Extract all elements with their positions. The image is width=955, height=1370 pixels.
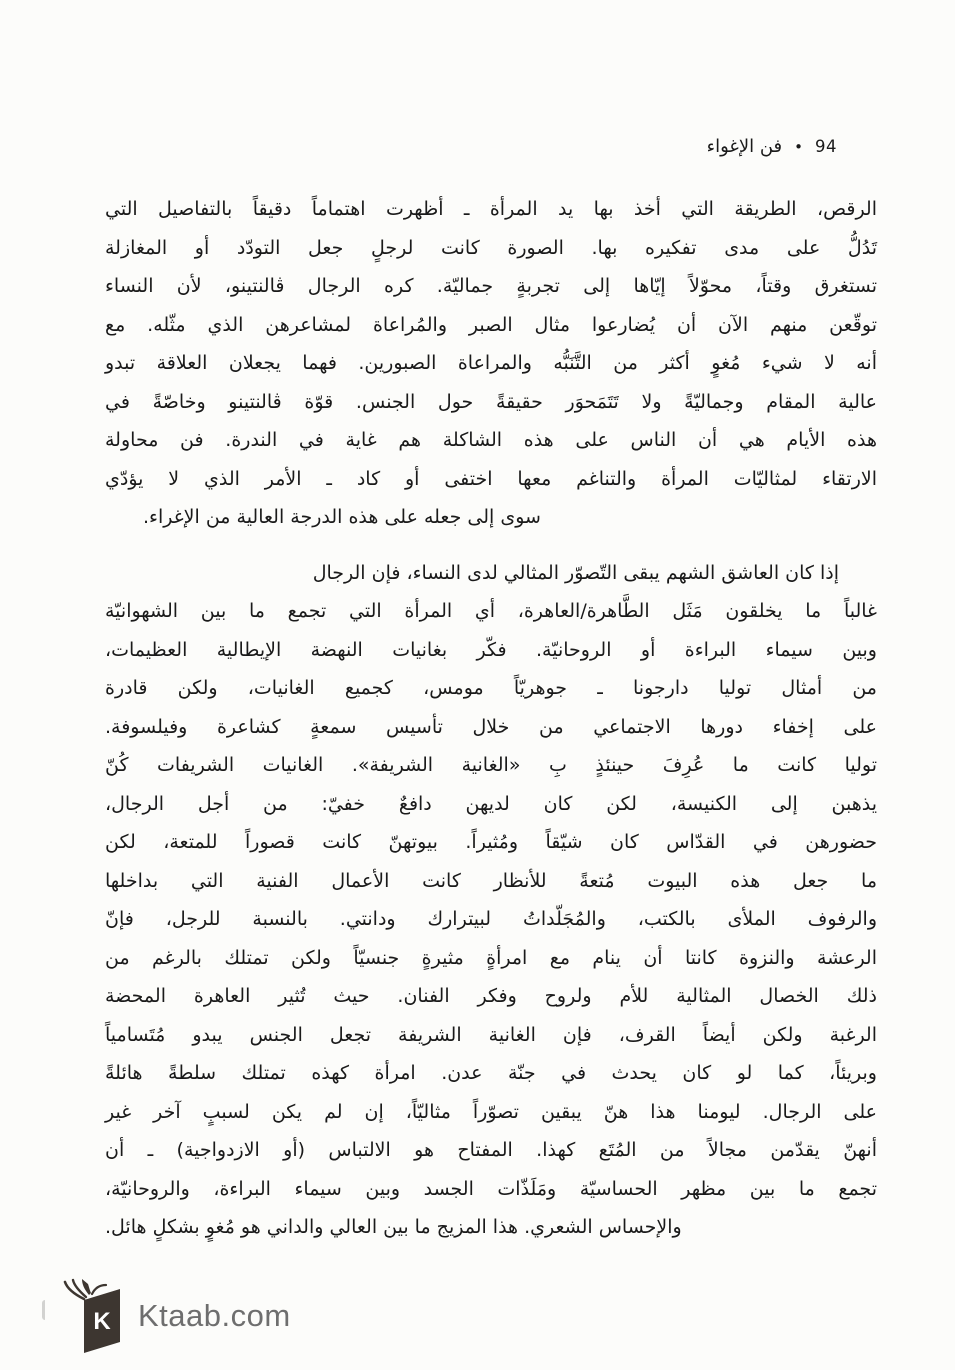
edge-mark (42, 1300, 49, 1320)
text-line: من أمثال توليا دارجونا ـ جوهريّاً مومس، كجميع الغانيات، ولكن قادرة (105, 677, 877, 699)
page-header (707, 136, 837, 157)
open-book-k-icon (62, 1278, 124, 1354)
text-line: وبين سيماء البراءة أو الروحانيّة. فكّر بغانيات النهضة الإيطالية العظيمات، (105, 638, 877, 661)
text-line: ذلك الخصال المثالية للأم ولروح وفكر الفنان. حيث تُثير العاهرة المحضة (105, 985, 877, 1007)
header-bullet-icon: • (794, 138, 803, 156)
book-title: فن الإغواء (706, 136, 783, 157)
text-line: إذا كان العاشق الشهم يبقى التّصوّر المثالي لدى النساء، فإن الرجال (312, 561, 839, 584)
text-line: يذهبن إلى الكنيسة، لكن كان لديهن دافعٌ خفيّ: من أجل الرجال، (105, 792, 877, 815)
page-number: 94 (815, 137, 837, 156)
paragraph (105, 190, 877, 537)
text-line: تَدُلُّ على مدى تفكيره بها. الصورة كانت لرجلٍ جعل التودّد أو المغازلة (105, 236, 877, 259)
text-line: على إخفاء دورها الاجتماعي من خلال تأسيس سمعةٍ كشاعرة وفيلسوفة. (105, 715, 877, 738)
svg-text:K: K (93, 1308, 111, 1335)
text-line: والإحساس الشعري. هذا المزيج ما بين العالي والداني هو مُغوٍ بشكلٍ هائل. (105, 1216, 682, 1238)
text-line: توقّعن منهم الآن أن يُضارعوا مثال الصبر والمُراعاة لمشاعرهن الذي مثّله. مع (105, 313, 877, 336)
text-line: وبريئاً، كما لو كان يحدث في جنّة عدن. امرأة كهذه تمتلك سلطةً هائلةً (105, 1062, 877, 1084)
text-line: حضورهن في القدّاس كان شيّقاً ومُثيراً. بيوتهنّ كانت قصوراً للمتعة، لكن (105, 831, 877, 853)
text-line: الرقص، الطريقة التي أخذ بها يد المرأة ـ أظهرت اهتماماً دقيقاً بالتفاصيل التي (105, 198, 877, 220)
body-text (105, 190, 877, 1247)
text-line: الرغبة ولكن أيضاً القرف، فإن الغانية الشريفة تجعل الجنس يبدو مُتَسامياً (105, 1023, 877, 1046)
text-line: هذه الأيام هي أن الناس على هذه الشاكلة هم غاية في الندرة. فن محاولة (105, 429, 877, 451)
text-line: الرعشة والنزوة كانتا أن ينام مع امرأةٍ مثيرةٍ جنسيّاً ولكن تمتلك بالرغم من (105, 946, 877, 969)
text-line: أنهنّ يقدّمن مجالاً من المُتَع كهذا. المفتاح هو الالتباس (أو الازدواجية) ـ أن (105, 1139, 877, 1161)
text-line: الارتقاء لمثاليّات المرأة والتناغم معها اختفى أو كاد ـ الأمر الذي لا يؤدّي (105, 467, 877, 490)
text-line: غالباً ما يخلقون مَثَل الطَّاهرة/العاهرة، أي المرأة التي تجمع ما بين الشهوانيّة (105, 600, 877, 622)
text-line: عالية المقام وجماليّةً ولا تَتَمَحوَر حقيقةً حول الجنس. قوّة ڤالنتينو وخاصّةً في (105, 390, 877, 413)
text-line: والرفوف الملأى بالكتب، والمُجَلّداتُ لبيترارك ودانتي. بالنسبة للرجل، فإنّ (105, 908, 877, 930)
text-line: سوى إلى جعله على هذه الدرجة العالية من الإغراء. (143, 506, 541, 528)
text-line: على الرجال. ليومنا هذا هنّ يبقين تصوّراً مثاليّاً، إن لم يكن لسببٍ آخر غير (105, 1100, 877, 1123)
text-line: أنه لا شيء مُغوٍ أكثر من التَّنَبُّه والمراعاة الصبورين. فهما يجعلان العلاقة تبدو (105, 352, 877, 374)
text-line: تجمع ما بين مظهر الحساسيّة ومَلَذّات الجسد وبين سيماء البراءة، والروحانيّة، (105, 1177, 877, 1200)
text-line: توليا كانت ما عُرِفَ حينئذٍ بِ «الغانية الشريفة». الغانيات الشريفات كُنّ (105, 754, 877, 776)
watermark-brand-text: Ktaab.com (138, 1298, 291, 1333)
watermark (62, 1278, 291, 1354)
paragraph (105, 554, 877, 1247)
text-line: ما جعل هذه البيوت مُتعةً للأنظار كانت الأعمال الفنية التي بداخلها (105, 869, 877, 892)
text-line: تستغرق وقتاً، محوّلاً إيّاها إلى تجربةٍ جماليّة. كره الرجال ڤالنتينو، لأن النساء (105, 275, 877, 297)
